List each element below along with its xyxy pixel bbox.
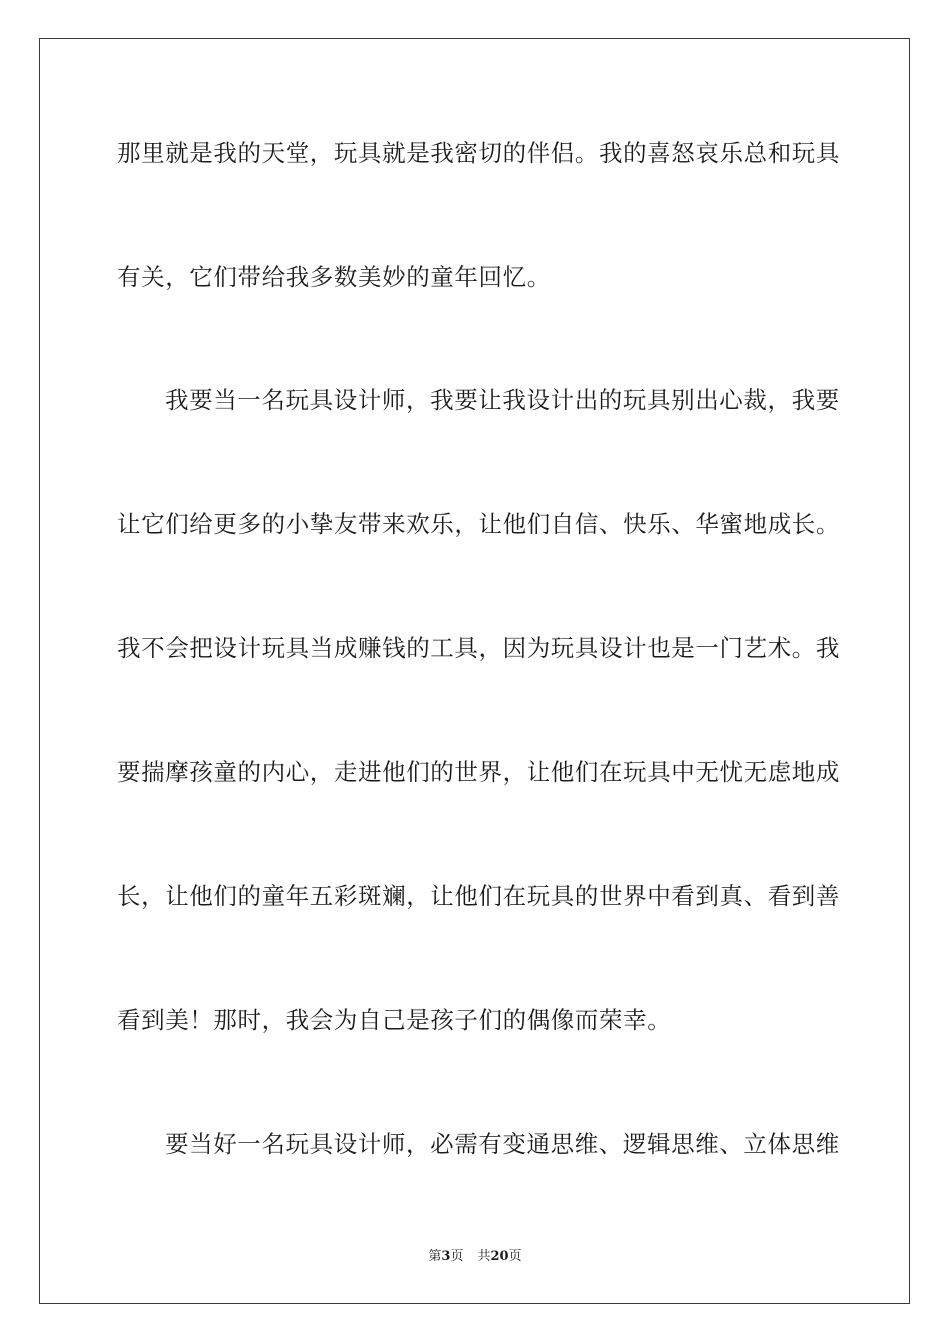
paragraph-start-line: 我要当一名玩具设计师，我要让我设计出的玩具别出心裁，我要 — [165, 386, 840, 414]
text-line: 长，让他们的童年五彩斑斓，让他们在玩具的世界中看到真、看到善 — [117, 882, 840, 910]
page-prefix: 第 — [428, 1249, 442, 1264]
text-line: 看到美！那时，我会为自己是孩子们的偶像而荣幸。 — [117, 1006, 672, 1034]
page-footer — [0, 1248, 950, 1266]
text-line: 有关，它们带给我多数美妙的童年回忆。 — [117, 263, 551, 291]
text-line: 要揣摩孩童的内心，走进他们的世界，让他们在玩具中无忧无虑地成 — [117, 758, 840, 786]
page-frame — [39, 38, 910, 1304]
text-line: 我不会把设计玩具当成赚钱的工具，因为玩具设计也是一门艺术。我 — [117, 634, 840, 662]
total-pages: 20 — [490, 1249, 509, 1264]
paragraph-start-line: 要当好一名玩具设计师，必需有变通思维、逻辑思维、立体思维 — [165, 1130, 840, 1158]
total-suffix: 页 — [508, 1249, 522, 1264]
page-number: 3 — [441, 1249, 451, 1264]
total-prefix: 共 — [477, 1249, 491, 1264]
page-suffix: 页 — [450, 1249, 464, 1264]
text-line: 让它们给更多的小挚友带来欢乐，让他们自信、快乐、华蜜地成长。 — [117, 510, 840, 538]
text-line: 那里就是我的天堂，玩具就是我密切的伴侣。我的喜怒哀乐总和玩具 — [117, 139, 840, 167]
